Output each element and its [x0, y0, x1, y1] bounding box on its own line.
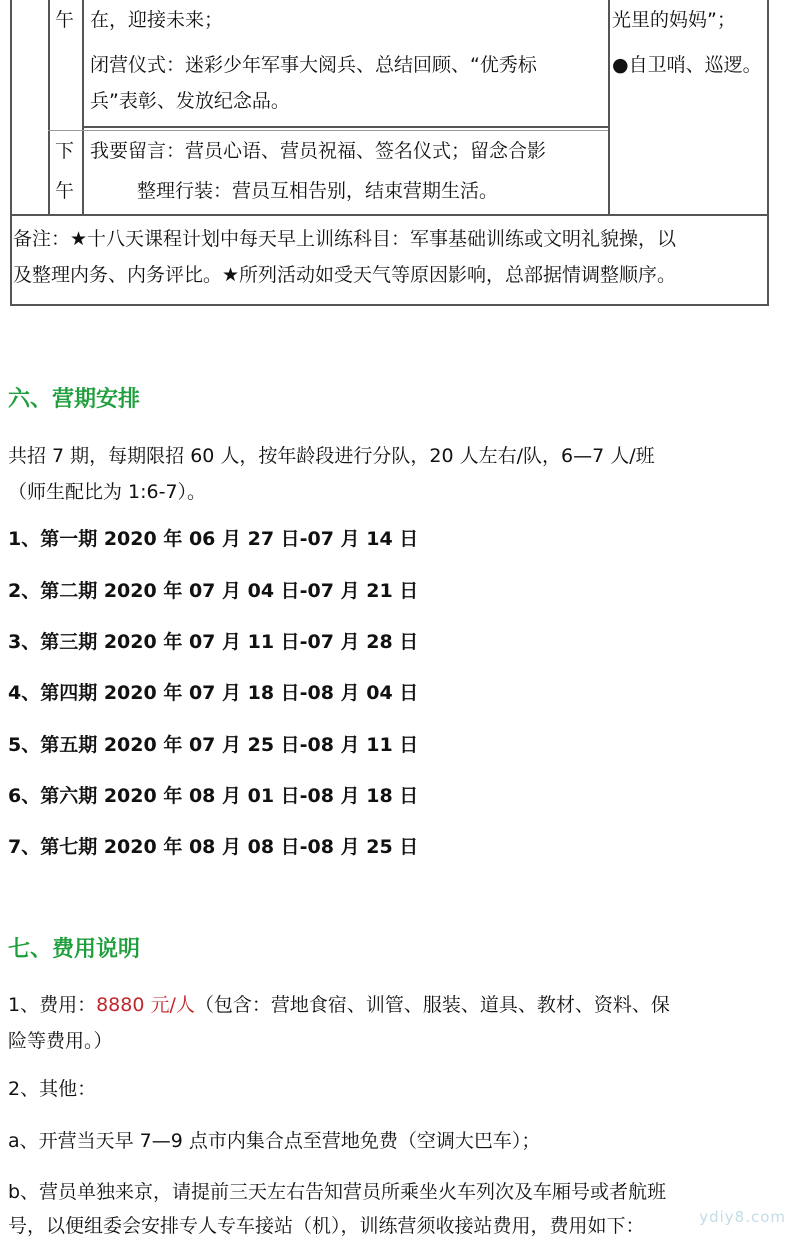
item-b-line-2: 号，以便组委会安排专人专车接站（机），训练营须收接站费用，费用如下： [8, 1215, 645, 1237]
note-line-2: 及整理内务、内务评比。★所列活动如受天气等原因影响，总部据情调整顺序。 [13, 264, 677, 286]
fee-prefix: 1、费用： [8, 994, 97, 1016]
session-item: 1、第一期 2020 年 06 月 27 日-07 月 14 日 [8, 528, 419, 550]
session-item: 7、第七期 2020 年 08 月 08 日-08 月 25 日 [8, 836, 419, 858]
session-item: 6、第六期 2020 年 08 月 01 日-08 月 18 日 [8, 785, 419, 807]
row2-line-2: 整理行装：营员互相告别，结束营期生活。 [137, 180, 499, 202]
row1-line-2: 闭营仪式：迷彩少年军事大阅兵、总结回顾、“优秀标 [90, 54, 537, 76]
fee-suffix: （包含：营地食宿、训管、服装、道具、教材、资料、保 [194, 994, 670, 1016]
section7-heading: 七、费用说明 [8, 937, 141, 962]
session-item: 3、第三期 2020 年 07 月 11 日-07 月 28 日 [8, 631, 419, 653]
watermark: ydiy8.com [699, 1208, 786, 1226]
period-wu-label: 午 [55, 180, 75, 202]
right-col-line-2: ●自卫哨、巡逻。 [612, 54, 762, 76]
section6-intro-line-2: （师生配比为 1:6-7）。 [8, 481, 207, 503]
row1-line-3: 兵”表彰、发放纪念品。 [90, 90, 290, 112]
period-xia-label: 下 [55, 140, 75, 162]
session-item: 4、第四期 2020 年 07 月 18 日-08 月 04 日 [8, 682, 419, 704]
item-a: a、开营当天早 7—9 点市内集合点至营地免费（空调大巴车）； [8, 1130, 541, 1152]
period-afternoon-label: 午 [55, 9, 75, 31]
fee-amount: 8880 元/人 [96, 994, 195, 1016]
section6-intro-line-1: 共招 7 期，每期限招 60 人，按年龄段进行分队，20 人左右/队，6—7 人/班 [8, 445, 655, 467]
item-b-line-1: b、营员单独来京，请提前三天左右告知营员所乘坐火车列次及车厢号或者航班 [8, 1181, 667, 1203]
other-heading: 2、其他： [8, 1078, 97, 1100]
right-col-line-1: 光里的妈妈”； [612, 9, 736, 31]
session-item: 2、第二期 2020 年 07 月 04 日-07 月 21 日 [8, 580, 419, 602]
fee-line-1 [8, 991, 670, 1019]
note-line-1: 备注：★十八天课程计划中每天早上训练科目：军事基础训练或文明礼貌操，以 [13, 228, 677, 250]
section6-heading: 六、营期安排 [8, 387, 141, 412]
row2-line-1: 我要留言：营员心语、营员祝福、签名仪式；留念合影 [90, 140, 547, 162]
row1-line-1: 在，迎接未来； [90, 9, 224, 31]
session-item: 5、第五期 2020 年 07 月 25 日-08 月 11 日 [8, 734, 419, 756]
fee-line-2: 险等费用。） [8, 1030, 113, 1052]
